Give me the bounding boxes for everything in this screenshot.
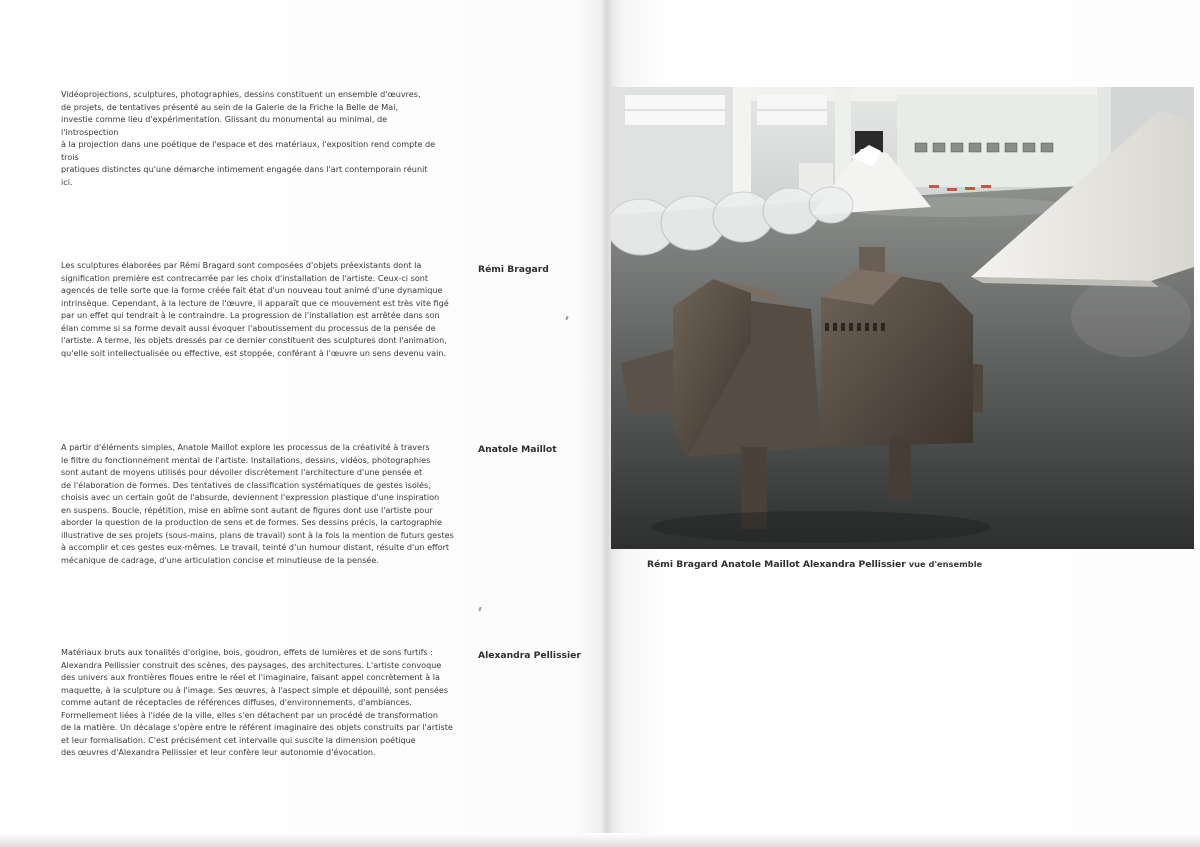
caption-artist-names: Rémi Bragard Anatole Maillot Alexandra Pellissier xyxy=(647,559,906,570)
paragraph-remi-bragard: Les sculptures élaborées par Rémi Bragard sont composées d'objets préexistants dont la signification première est contrecarrée par les choix d'installation de l'artiste. Ceux-ci sont agencés de telle sorte que la forme créée fait état d'un nouveau tout animé d'une dynamique intrinsèque. Cependant, à la lecture de l'œuvre, il apparaît que ce mouvement est très vite figé par un effet qui tendrait à le contraindre. La progression de l'installation est arrêtée dans son élan comme si sa forme devait aussi évoquer l'aboutissement du processus de la pensée de l'artiste. A terme, les objets dressés par ce dernier constituent des sculptures dont l'animation, qu'elle soit intellectualisée ou effective, est stoppée, conférant à l'œuvre un sens devenu vain. xyxy=(61,260,449,358)
page-bottom-edge xyxy=(0,833,1200,847)
print-speck xyxy=(565,316,568,320)
print-speck xyxy=(478,607,481,611)
artist-name-alexandra-pellissier: Alexandra Pellissier xyxy=(478,650,581,661)
paragraph-alexandra-pellissier: Matériaux bruts aux tonalités d'origine, bois, goudron, effets de lumières et de sons furtifs : Alexandra Pellissier construit des scènes, des paysages, des architectures. L'artiste convoque des univers aux frontières floues entre le réel et l'imaginaire, faisant appel concrètement à la maquette, à la sculpture ou à l'image. Ses œuvres, à l'aspect simple et dépouillé, sont pensées comme autant de réceptacles de références diffuses, d'environnements, d'ambiances. Formellement liées à l'idée de la ville, elles s'en détachent par un procédé de transformation de la matière. Un décalage s'opère entre le référent imaginaire des objets construits par l'artiste et leur formalisation. C'est précisément cet intervalle qui suscite la dimension poétique des œuvres d'Alexandra Pellissier et leur confère leur autonomie d'évocation. xyxy=(61,647,453,757)
artist-name-remi-bragard: Rémi Bragard xyxy=(478,264,549,275)
intro-paragraph: Vidéoprojections, sculptures, photographies, dessins constituent un ensemble d'œuvres, de projets, de tentatives présenté au sein de la Galerie de la Friche la Belle de Mai, investie comme lieu d'expérimentation. Glissant du monumental au minimal, de l'introspection à la projection dans une poétique de l'espace et des matériaux, l'exposition rend compte de trois pratiques distinctes qu'une démarche intimement engagée dans l'art contemporain réunit ici. xyxy=(61,89,436,187)
artist-name-anatole-maillot: Anatole Maillot xyxy=(478,444,557,455)
caption-suffix: vue d'ensemble xyxy=(908,559,983,569)
photo-caption xyxy=(647,559,982,570)
exhibition-photo xyxy=(611,87,1194,549)
paragraph-anatole-maillot: A partir d'éléments simples, Anatole Maillot explore les processus de la créativité à travers le filtre du fonctionnement mental de l'artiste. Installations, dessins, vidéos, photographies sont autant de moyens utilisés pour dévoiler discrètement l'architecture d'une pensée et de l'élaboration de formes. Des tentatives de classification systématiques de gestes isolés, choisis avec un certain goût de l'absurde, deviennent l'expression plastique d'une inspiration en suspens. Boucle, répétition, mise en abîme sont autant de figures dont use l'artiste pour aborder la question de la production de sens et de formes. Ses dessins précis, la cartographie illustrative de ses projets (sous-mains, plans de travail) sont à la fois la mention de futurs gestes à accomplir et ces gestes eux-mêmes. Le travail, teinté d'un humour distant, résulte d'un effort mécanique de cadrage, d'une articulation concise et minutieuse de la pensée. xyxy=(61,442,454,565)
